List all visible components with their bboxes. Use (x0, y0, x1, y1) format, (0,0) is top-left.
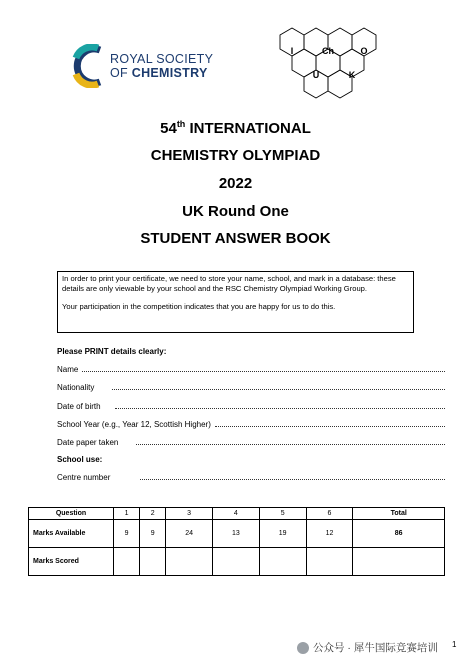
rsc-wordmark (110, 52, 213, 80)
question-4-header: 4 (212, 508, 259, 520)
question-5-header: 5 (259, 508, 306, 520)
school-year-line[interactable] (215, 425, 445, 427)
question-1-header: 1 (114, 508, 140, 520)
marks-available-row (29, 520, 445, 548)
title-answer-book: STUDENT ANSWER BOOK (140, 230, 331, 247)
icho-hex-logo (274, 26, 394, 104)
date-paper-taken-line[interactable] (136, 443, 445, 445)
hex-label-k: K (348, 70, 356, 80)
school-year-field[interactable] (57, 418, 445, 429)
question-3-header: 3 (166, 508, 213, 520)
date-of-birth-field[interactable] (57, 400, 445, 411)
name-line[interactable] (82, 370, 445, 372)
centre-number-field[interactable] (57, 471, 445, 482)
marks-table-header-row (29, 508, 445, 520)
marks-available-q1: 9 (114, 520, 140, 548)
centre-number-line[interactable] (140, 478, 445, 480)
wechat-icon (297, 642, 309, 654)
marks-available-label: Marks Available (29, 520, 114, 548)
marks-scored-label: Marks Scored (29, 548, 114, 576)
marks-scored-total[interactable] (353, 548, 445, 576)
school-year-label: School Year (e.g., Year 12, Scottish Higher) (57, 420, 211, 429)
page-number: 1 (452, 640, 457, 649)
title-line-1: 54th INTERNATIONAL (160, 119, 311, 137)
date-of-birth-label: Date of birth (57, 402, 101, 411)
hex-label-u: U (312, 70, 320, 80)
title-line-2: CHEMISTRY OLYMPIAD (150, 147, 321, 164)
rsc-line-1: ROYAL SOCIETY (110, 52, 214, 66)
marks-scored-q6[interactable] (306, 548, 353, 576)
centre-number-label: Centre number (57, 473, 111, 482)
nationality-label: Nationality (57, 383, 95, 392)
rsc-line-2: OF CHEMISTRY (110, 66, 208, 80)
marks-scored-q1[interactable] (114, 548, 140, 576)
date-of-birth-line[interactable] (115, 407, 445, 409)
question-6-header: 6 (306, 508, 353, 520)
name-label: Name (57, 365, 79, 374)
marks-available-q5: 19 (259, 520, 306, 548)
title-round: UK Round One (182, 203, 289, 220)
hex-label-ch: Ch (322, 46, 334, 56)
marks-scored-q5[interactable] (259, 548, 306, 576)
wechat-text: 公众号 · 犀牛国际竞赛培训 (313, 642, 438, 654)
marks-scored-q4[interactable] (212, 548, 259, 576)
date-paper-taken-label: Date paper taken (57, 438, 119, 447)
marks-available-q2: 9 (140, 520, 166, 548)
marks-available-q3: 24 (166, 520, 213, 548)
title-year: 2022 (218, 175, 253, 192)
nationality-field[interactable] (57, 381, 445, 392)
school-use-heading: School use: (57, 455, 103, 464)
name-field[interactable] (57, 363, 445, 374)
form-heading: Please PRINT details clearly: (57, 347, 167, 356)
privacy-notice-box (57, 271, 414, 333)
marks-table (28, 507, 445, 576)
marks-scored-row (29, 548, 445, 576)
marks-available-q6: 12 (306, 520, 353, 548)
hex-label-o: O (360, 46, 368, 56)
marks-available-total: 86 (353, 520, 445, 548)
hex-label-i: I (290, 46, 294, 56)
hexagon-grid-icon (274, 26, 394, 104)
wechat-watermark (297, 640, 438, 655)
rsc-logo (70, 44, 230, 92)
marks-available-q4: 13 (212, 520, 259, 548)
rsc-c-mark-icon (70, 44, 110, 88)
privacy-notice-para-1: In order to print your certificate, we need to store your name, school, and mark in a database: these details are only viewable by your school and the RSC Chemistry Olympiad Working Group. (62, 274, 396, 293)
privacy-notice-para-2: Your participation in the competition indicates that you are happy for us to do this. (62, 302, 336, 311)
nationality-line[interactable] (112, 388, 445, 390)
date-paper-taken-field[interactable] (57, 436, 445, 447)
question-2-header: 2 (140, 508, 166, 520)
marks-scored-q3[interactable] (166, 548, 213, 576)
question-header: Question (29, 508, 114, 520)
total-header: Total (353, 508, 445, 520)
marks-scored-q2[interactable] (140, 548, 166, 576)
